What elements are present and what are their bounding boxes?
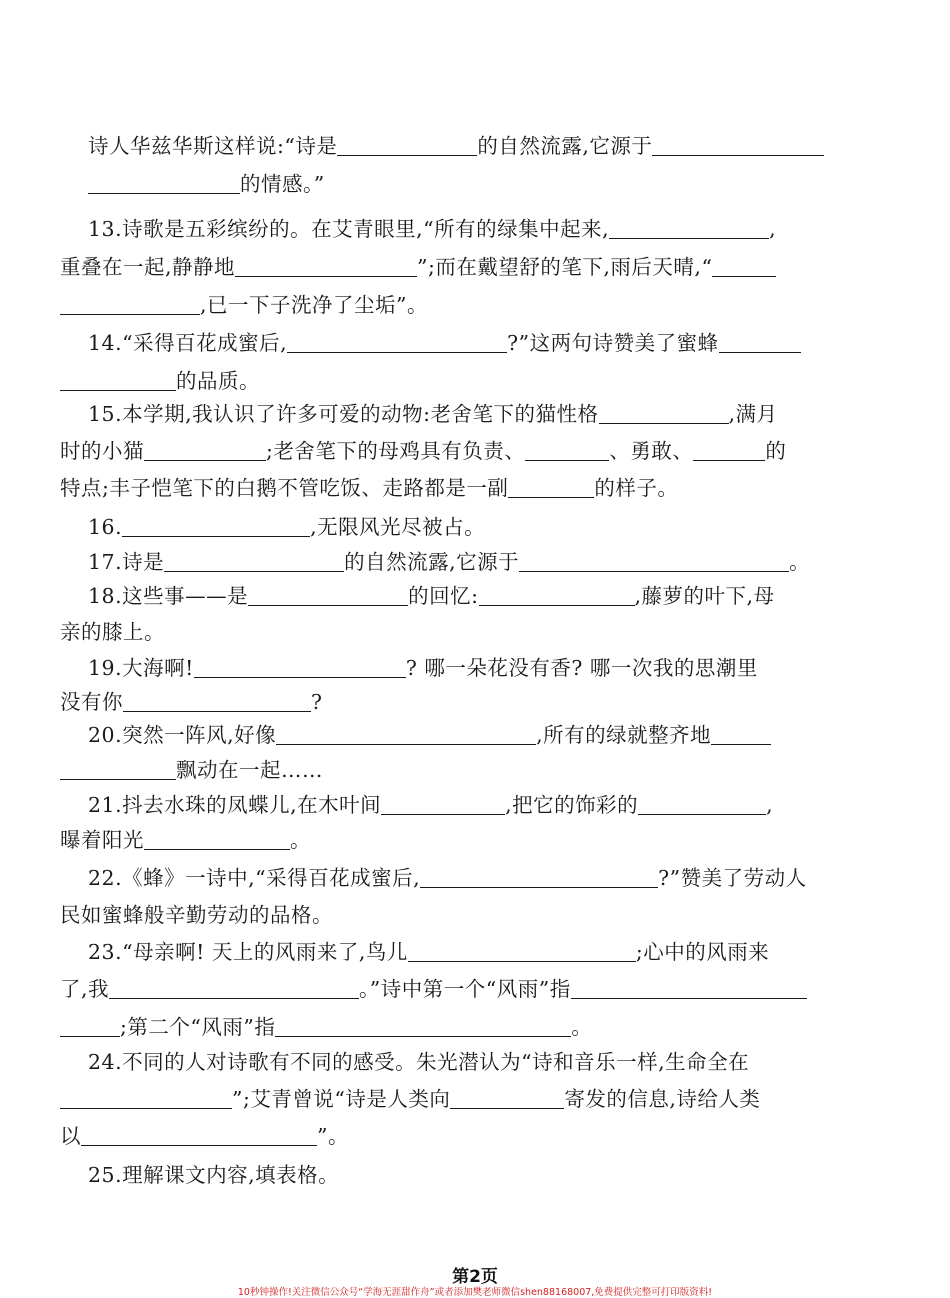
q16-line [88,510,918,540]
q22-line-1 [88,861,918,891]
q21-line-1 [88,788,918,818]
q13-text-a: 13.诗歌是五彩缤纷的。在艾青眼里,“所有的绿集中起来, [88,217,610,241]
fill-blank[interactable] [81,1125,317,1146]
q19-line-2 [60,685,890,715]
q25-text-a: 25.理解课文内容,填表格。 [88,1163,340,1187]
q13-line-3 [60,288,890,318]
q24-text-d: 以 [60,1124,81,1148]
q20-line-2 [60,753,890,783]
q23-text-e: ;第二个“风雨”指 [120,1015,276,1039]
q19-text-c: 没有你 [60,690,123,714]
q18-text-d: 亲的膝上。 [60,620,165,644]
q18-line-2 [60,615,890,645]
fill-blank[interactable] [450,1088,564,1109]
fill-blank[interactable] [719,332,801,353]
q16-text-b: ,无限风光尽被占。 [310,515,486,539]
q23-line-3 [60,1010,890,1040]
q19-text-d: ? [311,690,323,714]
fill-blank[interactable] [652,135,824,156]
q15-text-a: 15.本学期,我认识了许多可爱的动物:老舍笔下的猫性格 [88,402,599,426]
fill-blank[interactable] [235,256,417,277]
fill-blank[interactable] [287,332,507,353]
fill-blank[interactable] [60,294,200,315]
q21-text-c: , [766,793,774,817]
fill-blank[interactable] [712,256,776,277]
q15-line-3 [60,471,890,501]
fill-blank[interactable] [164,551,344,572]
q14-text-a: 14.“采得百花成蜜后, [88,331,288,355]
fill-blank[interactable] [60,370,176,391]
fill-blank[interactable] [381,794,505,815]
q15-line-1 [88,397,918,427]
q21-text-a: 21.抖去水珠的凤蝶儿,在木叶间 [88,793,382,817]
q22-text-a: 22.《蜂》一诗中,“采得百花成蜜后, [88,866,421,890]
q15-text-e: 、勇敢、 [609,439,694,463]
page-number: 第2页 [452,1267,498,1287]
q20-line-1 [88,718,918,748]
fill-blank[interactable] [408,941,636,962]
q12-text-a: 诗人华兹华斯这样说:“诗是 [88,134,338,158]
fill-blank[interactable] [519,551,789,572]
q14-text-c: 的品质。 [176,369,260,393]
q23-text-b: ;心中的风雨来 [635,940,770,964]
q21-text-e: 。 [290,828,311,852]
fill-blank[interactable] [60,759,176,780]
q13-text-b: , [769,217,777,241]
q19-text-b: ? 哪一朵花没有香? 哪一次我的思潮里 [405,656,758,680]
q24-text-e: ”。 [317,1124,349,1148]
fill-blank[interactable] [711,724,771,745]
fill-blank[interactable] [337,135,477,156]
q19-line-1 [88,651,918,681]
q18-line-1 [88,579,918,609]
q20-text-c: 飘动在一起…… [176,758,323,782]
q15-line-2 [60,434,890,464]
q14-line-2 [60,364,890,394]
fill-blank[interactable] [144,440,266,461]
q13-text-e: ,已一下子洗净了尘垢”。 [200,293,428,317]
q23-text-a: 23.“母亲啊! 天上的风雨来了,鸟儿 [88,940,408,964]
q15-text-d: ;老舍笔下的母鸡具有负责、 [266,439,526,463]
q12-text-b: 的自然流露,它源于 [477,134,653,158]
q23-line-2 [60,972,890,1002]
promo-footer-note: 10秒钟操作!关注微信公众号“学海无涯甜作舟”或者添加樊老师微信shen88168007,免费提供完整可打印版资料! [237,1287,713,1298]
q18-text-b: 的回忆: [408,584,479,608]
fill-blank[interactable] [609,218,769,239]
q22-text-c: 民如蜜蜂般辛勤劳动的品格。 [60,903,333,927]
q17-line [88,545,918,575]
q24-line-1 [88,1045,918,1075]
q14-text-b: ?”这两句诗赞美了蜜蜂 [507,331,719,355]
q23-text-f: 。 [571,1015,593,1039]
q13-line-2 [60,250,890,280]
q21-line-2 [60,823,890,853]
q16-text-a: 16. [88,515,123,539]
q13-text-d: ”;而在戴望舒的笔下,雨后天晴,“ [417,255,713,279]
q20-text-b: ,所有的绿就整齐地 [536,723,712,747]
fill-blank[interactable] [571,978,807,999]
q15-text-g: 特点;丰子恺笔下的白鹅不管吃饭、走路都是一副 [60,476,509,500]
fill-blank[interactable] [599,403,729,424]
q23-line-1 [88,935,918,965]
q15-text-h: 的样子。 [594,476,679,500]
q19-text-a: 19.大海啊! [88,656,194,680]
q24-line-3 [60,1119,890,1149]
q15-text-c: 时的小猫 [60,439,144,463]
fill-blank[interactable] [525,440,609,461]
fill-blank[interactable] [420,867,658,888]
q21-text-d: 曝着阳光 [60,828,144,852]
fill-blank[interactable] [248,585,408,606]
fill-blank[interactable] [508,477,594,498]
q23-text-d: 。”诗中第一个“风雨”指 [359,977,571,1001]
q13-line-1 [88,212,918,242]
fill-blank[interactable] [109,978,359,999]
q12-line-2 [88,167,918,197]
q18-text-a: 18.这些事——是 [88,584,249,608]
q13-text-c: 重叠在一起,静静地 [60,255,236,279]
q24-line-2 [60,1082,890,1112]
q24-text-b: ”;艾青曾说“诗是人类向 [232,1087,451,1111]
q14-line-1 [88,326,918,356]
q12-line-1 [88,129,918,159]
q20-text-a: 20.突然一阵风,好像 [88,723,277,747]
fill-blank[interactable] [638,794,766,815]
q25-line [88,1158,918,1188]
fill-blank[interactable] [122,516,310,537]
fill-blank[interactable] [693,440,765,461]
q18-text-c: ,藤萝的叶下,母 [634,584,775,608]
fill-blank[interactable] [276,724,536,745]
q23-text-c: 了,我 [60,977,110,1001]
fill-blank[interactable] [194,657,406,678]
q24-text-a: 24.不同的人对诗歌有不同的感受。朱光潜认为“诗和音乐一样,生命全在 [88,1050,750,1074]
q22-line-2 [60,898,890,928]
fill-blank[interactable] [275,1016,571,1037]
q17-text-b: 的自然流露,它源于 [344,550,520,574]
fill-blank[interactable] [60,1016,120,1037]
fill-blank[interactable] [123,691,311,712]
q12-text-c: 的情感。” [240,172,325,196]
fill-blank[interactable] [479,585,635,606]
q15-text-b: ,满月 [728,402,778,426]
fill-blank[interactable] [60,1088,232,1109]
q17-text-c: 。 [789,550,811,574]
q17-text-a: 17.诗是 [88,550,165,574]
fill-blank[interactable] [88,173,240,194]
q22-text-b: ?”赞美了劳动人 [658,866,807,890]
q24-text-c: 寄发的信息,诗给人类 [564,1087,761,1111]
q21-text-b: ,把它的饰彩的 [505,793,639,817]
q15-text-f: 的 [765,439,787,463]
fill-blank[interactable] [144,829,290,850]
